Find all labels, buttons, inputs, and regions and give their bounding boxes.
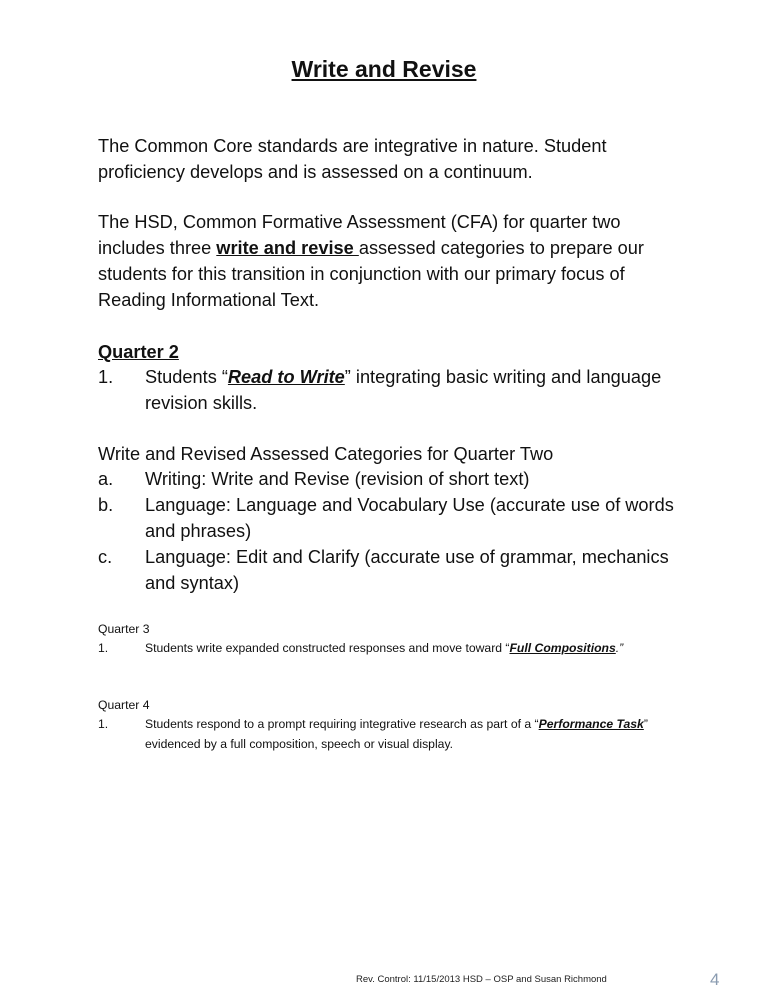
intro-paragraph-1: The Common Core standards are integrative in nature. Student proficiency develops and is assessed on a continuum. [98, 136, 607, 182]
intro-p2-after: assessed categories to prepare our students for this transition in conjunction with our primary focus of Reading Informational Text. [98, 238, 644, 310]
list-item [98, 466, 678, 492]
write-and-revise-emphasis: write and revise [216, 238, 359, 258]
categories-heading: Write and Revised Assessed Categories for Quarter Two [98, 444, 554, 464]
quarter-4-list [98, 714, 678, 754]
list-item [98, 492, 678, 544]
list-item-text [145, 714, 678, 754]
list-marker: a. [98, 469, 114, 489]
list-item-text: Writing: Write and Revise (revision of short text) [145, 469, 530, 489]
list-item [98, 544, 678, 596]
intro-p2-before: The HSD, Common Formative Assessment (CFA) for quarter two includes three [98, 212, 621, 258]
quarter-2-list [98, 364, 678, 416]
full-compositions-emphasis: Full Compositions [509, 641, 616, 655]
q2-item-before: Students “ [145, 367, 228, 387]
q4-item-after: ” evidenced by a full composition, speech or visual display. [145, 717, 648, 751]
list-marker: b. [98, 495, 114, 515]
revision-control-footer: Rev. Control: 11/15/2013 HSD – OSP and Susan Richmond [356, 974, 607, 985]
list-marker: c. [98, 547, 113, 567]
list-item [98, 714, 678, 754]
list-item [98, 638, 678, 658]
categories-list [98, 466, 678, 596]
list-marker: 1. [98, 641, 109, 655]
q4-item-before: Students respond to a prompt requiring integrative research as part of a “ [145, 717, 539, 731]
list-item-text [145, 638, 678, 658]
list-marker: 1. [98, 717, 109, 731]
quarter-3-heading: Quarter 3 [98, 622, 150, 636]
read-to-write-emphasis: Read to Write [227, 367, 345, 387]
list-marker: 1. [98, 367, 114, 387]
quarter-4-heading: Quarter 4 [98, 698, 150, 712]
list-item-text: Language: Edit and Clarify (accurate use of grammar, mechanics and syntax) [145, 547, 669, 593]
performance-task-emphasis: Performance Task [538, 717, 644, 731]
list-item [98, 364, 678, 416]
page-number: 4 [710, 970, 720, 989]
intro-paragraph-2 [98, 209, 678, 313]
q3-item-after: .” [615, 641, 624, 655]
page-title: Write and Revise [291, 56, 477, 82]
list-item-text [145, 364, 678, 416]
quarter-3-list [98, 638, 678, 658]
quarter-2-heading: Quarter 2 [98, 342, 179, 362]
q2-item-after: ” integrating basic writing and language revision skills. [145, 367, 662, 413]
q3-item-before: Students write expanded constructed responses and move toward “ [145, 641, 510, 655]
list-item-text: Language: Language and Vocabulary Use (accurate use of words and phrases) [145, 495, 674, 541]
